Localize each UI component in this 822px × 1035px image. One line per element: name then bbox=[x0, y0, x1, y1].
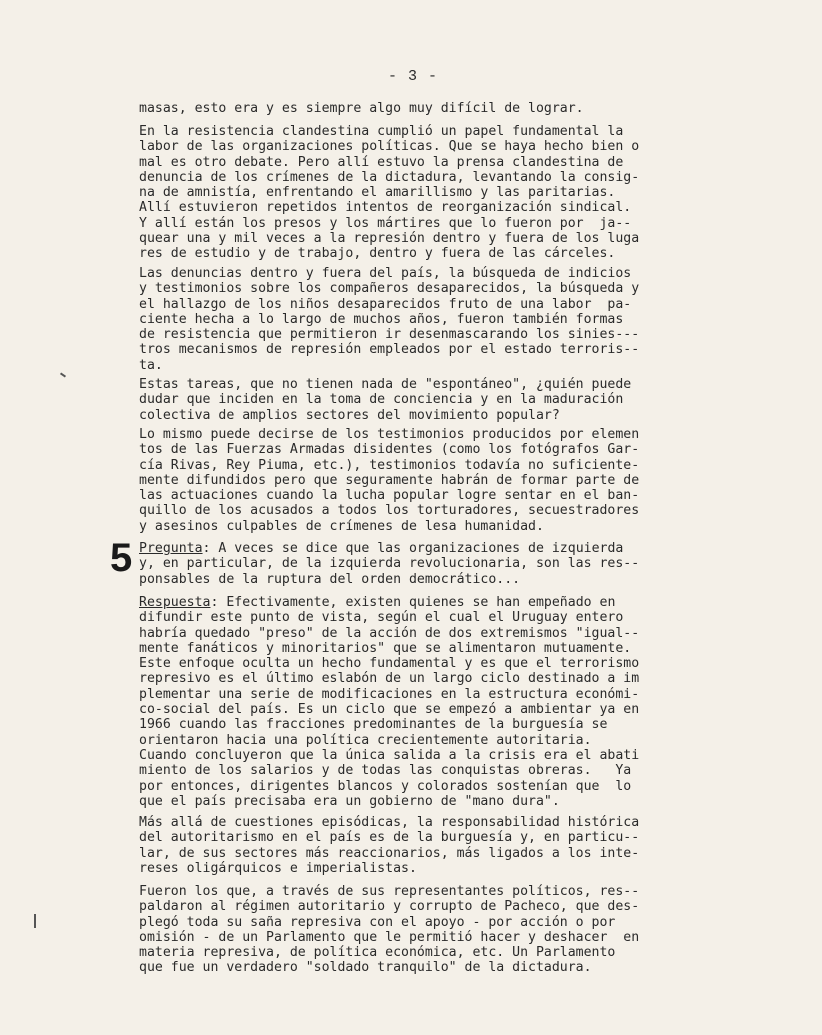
text-line: 1966 cuando las fracciones predominantes de la burguesía se bbox=[139, 717, 608, 733]
text-line: el hallazgo de los niños desaparecidos fruto de una labor pa- bbox=[139, 296, 632, 312]
text-line: materia represiva, de política económica, etc. Un Parlamento bbox=[139, 945, 616, 961]
text-line: res de estudio y de trabajo, dentro y fuera de las cárceles. bbox=[139, 246, 616, 262]
text-line: y, en particular, de la izquierda revolucionaria, son las res-- bbox=[139, 556, 640, 572]
paragraph-label: Pregunta bbox=[139, 541, 203, 556]
text-line: del autoritarismo en el país es de la burguesía y, en particu-- bbox=[139, 830, 640, 846]
text-line: de resistencia que permitieron ir desenmascarando los sinies--- bbox=[139, 327, 640, 343]
paragraph-8 bbox=[139, 884, 714, 976]
paragraph-7 bbox=[139, 815, 714, 876]
text-line: tros mecanismos de represión empleados por el estado terroris-- bbox=[139, 342, 640, 358]
paragraph-6 bbox=[139, 748, 714, 809]
text-line: Allí estuvieron repetidos intentos de reorganización sindical. bbox=[139, 200, 632, 216]
text-line: quillo de los acusados a todos los torturadores, secuestradores bbox=[139, 503, 640, 519]
text-line: mente fanáticos y minoritarios" que se alimentaron mutuamente. bbox=[139, 640, 632, 656]
text-line: habría quedado "preso" de la acción de dos extremismos "igual-- bbox=[139, 625, 640, 641]
text-line: Y allí están los presos y los mártires que lo fueron por ja-- bbox=[139, 215, 632, 231]
text-line: denuncia de los crímenes de la dictadura, levantando la consig- bbox=[139, 169, 640, 185]
text-line: Fueron los que, a través de sus representantes políticos, res-- bbox=[139, 884, 640, 899]
paragraph-1 bbox=[139, 101, 714, 116]
text-line: dudar que inciden en la toma de conciencia y en la maduración bbox=[139, 392, 624, 408]
text-line: mal es otro debate. Pero allí estuvo la prensa clandestina de bbox=[139, 154, 624, 170]
text-line: orientaron hacia una política crecientemente autoritaria. bbox=[139, 732, 592, 748]
text-line: Cuando concluyeron que la única salida a la crisis era el abati bbox=[139, 748, 640, 763]
answer-paragraph bbox=[139, 595, 714, 748]
paragraph-5 bbox=[139, 427, 714, 534]
paragraph-4 bbox=[139, 377, 714, 423]
text-line: y testimonios sobre los compañeros desaparecidos, la búsqueda y bbox=[139, 281, 640, 297]
text-line: plegó toda su saña represiva con el apoyo - por acción o por bbox=[139, 914, 616, 930]
text-line: Estas tareas, que no tienen nada de "espontáneo", ¿quién puede bbox=[139, 377, 632, 392]
text-line: reses oligárquicos e imperialistas. bbox=[139, 860, 417, 876]
text-line: represivo es el último eslabón de un largo ciclo destinado a im bbox=[139, 671, 640, 687]
text-line: Las denuncias dentro y fuera del país, la búsqueda de indicios bbox=[139, 266, 632, 281]
text-line: lar, de sus sectores más reaccionarios, más ligados a los inte- bbox=[139, 845, 640, 861]
text-line: ta. bbox=[139, 357, 163, 373]
page-number: - 3 - bbox=[388, 68, 439, 85]
paragraph-label: Respuesta bbox=[139, 595, 211, 610]
text-line: y asesinos culpables de crímenes de lesa humanidad. bbox=[139, 518, 544, 534]
text-line: ciente hecha a lo largo de muchos años, fueron también formas bbox=[139, 311, 624, 327]
text-line: na de amnistía, enfrentando el amarillismo y las paritarias. bbox=[139, 185, 616, 201]
text-line: Pregunta: A veces se dice que las organizaciones de izquierda bbox=[139, 541, 624, 556]
text-line: Respuesta: Efectivamente, existen quienes se han empeñado en bbox=[139, 595, 616, 610]
paragraph-3 bbox=[139, 266, 714, 373]
text-line: omisión - de un Parlamento que le permitió hacer y deshacer en bbox=[139, 929, 640, 945]
text-line: tos de las Fuerzas Armadas disidentes (como los fotógrafos Gar- bbox=[139, 442, 640, 458]
margin-tick-mark bbox=[60, 372, 66, 377]
text-line: que fue un verdadero "soldado tranquilo" de la dictadura. bbox=[139, 960, 592, 976]
text-line: masas, esto era y es siempre algo muy difícil de lograr. bbox=[139, 101, 584, 116]
text-line: quear una y mil veces a la represión dentro y fuera de los luga bbox=[139, 231, 640, 247]
margin-pen-mark bbox=[34, 914, 36, 928]
text-line: cía Rivas, Rey Piuma, etc.), testimonios todavía no suficiente- bbox=[139, 457, 640, 473]
text-line: que el país precisaba era un gobierno de "mano dura". bbox=[139, 793, 560, 809]
text-line: plementar una serie de modificaciones en la estructura económi- bbox=[139, 686, 640, 702]
text-line: ponsables de la ruptura del orden democrático... bbox=[139, 571, 521, 587]
text-line: Lo mismo puede decirse de los testimonios producidos por elemen bbox=[139, 427, 640, 442]
text-line: En la resistencia clandestina cumplió un papel fundamental la bbox=[139, 124, 624, 139]
text-line: Este enfoque oculta un hecho fundamental y es que el terrorismo bbox=[139, 656, 640, 672]
question-paragraph bbox=[139, 541, 714, 587]
paragraph-2 bbox=[139, 124, 714, 262]
text-line: las actuaciones cuando la lucha popular logre sentar en el ban- bbox=[139, 488, 640, 504]
text-line: co-social del país. Es un ciclo que se empezó a ambientar ya en bbox=[139, 702, 640, 718]
text-line: Más allá de cuestiones episódicas, la responsabilidad histórica bbox=[139, 815, 640, 830]
text-line: difundir este punto de vista, según el cual el Uruguay entero bbox=[139, 610, 624, 626]
text-line: labor de las organizaciones políticas. Que se haya hecho bien o bbox=[139, 139, 640, 155]
text-line: miento de los salarios y de todas las conquistas obreras. Ya bbox=[139, 763, 632, 779]
question-number-marker: 5 bbox=[110, 536, 133, 580]
text-line: paldaron al régimen autoritario y corrupto de Pacheco, que des- bbox=[139, 899, 640, 915]
text-line: colectiva de amplios sectores del movimiento popular? bbox=[139, 407, 560, 423]
text-line: por entonces, dirigentes blancos y colorados sostenían que lo bbox=[139, 778, 632, 794]
text-line: mente difundidos pero que seguramente habrán de formar parte de bbox=[139, 472, 640, 488]
